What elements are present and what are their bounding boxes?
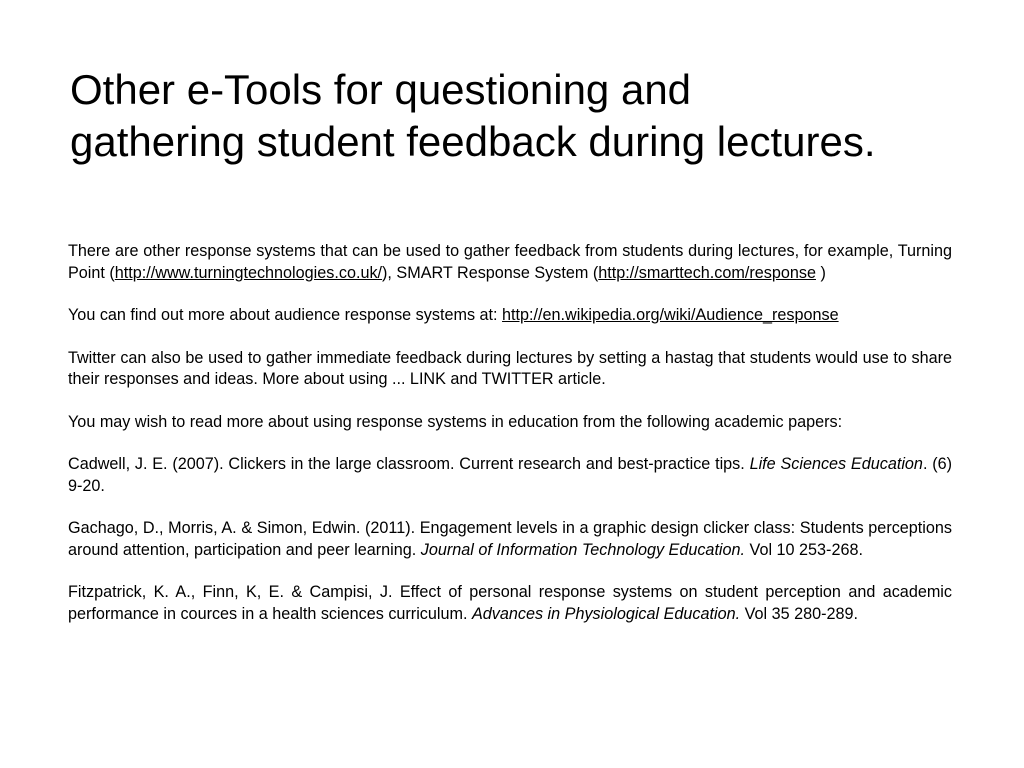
smarttech-link[interactable]: http://smarttech.com/response [598, 263, 816, 282]
academic-papers-paragraph: You may wish to read more about using response systems in education from the following academic papers: [68, 412, 843, 431]
p1-text-before: There are other response systems that can be used to gather feedback from students during lectures, for example, Turning Point ( [68, 242, 952, 282]
wikipedia-link[interactable]: http://en.wikipedia.org/wiki/Audience_response [502, 306, 839, 324]
twitter-paragraph: Twitter can also be used to gather immediate feedback during lectures by setting a hastag that students would use to share their responses and ideas. More about using ... LINK and TWITTER article. [68, 348, 952, 388]
p1-text-after: ) [815, 263, 826, 282]
turningtechnologies-link[interactable]: http://www.turningtechnologies.co.uk/ [114, 263, 383, 282]
reference-text: Fitzpatrick, K. A., Finn, K, E. & Campisi, J. Effect of personal response systems on student perception and academic performance in cources in a health sciences curriculum. [68, 583, 952, 623]
reference-fitzpatrick [68, 582, 952, 625]
reference-details: Vol 10 253-268. [745, 540, 863, 559]
audience-response-paragraph [68, 305, 952, 327]
reference-text: Cadwell, J. E. (2007). Clickers in the large classroom. Current research and best-practice tips. [68, 455, 750, 473]
reference-gachago [68, 518, 952, 561]
reference-details: . (6) 9-20. [68, 455, 953, 495]
slide-content [68, 241, 952, 625]
reference-details: Vol 35 280-289. [740, 604, 859, 623]
reference-text: Gachago, D., Morris, A. & Simon, Edwin. (2011). Engagement levels in a graphic design clicker class: Students perceptions around attention, participation and peer learning. [68, 519, 952, 559]
p1-text-middle: ), SMART Response System ( [382, 263, 599, 282]
title-line-2: gathering student feedback during lectures. [70, 118, 876, 165]
p2-text: You can find out more about audience response systems at: [68, 306, 503, 324]
title-line-1: Other e-Tools for questioning and [70, 66, 692, 113]
reference-journal: Life Sciences Education [749, 455, 923, 473]
reference-journal: Advances in Physiological Education. [471, 604, 741, 623]
reference-journal: Journal of Information Technology Education. [420, 540, 746, 559]
response-systems-paragraph [68, 241, 952, 284]
reference-cadwell [68, 454, 952, 497]
slide-title [70, 64, 1000, 168]
